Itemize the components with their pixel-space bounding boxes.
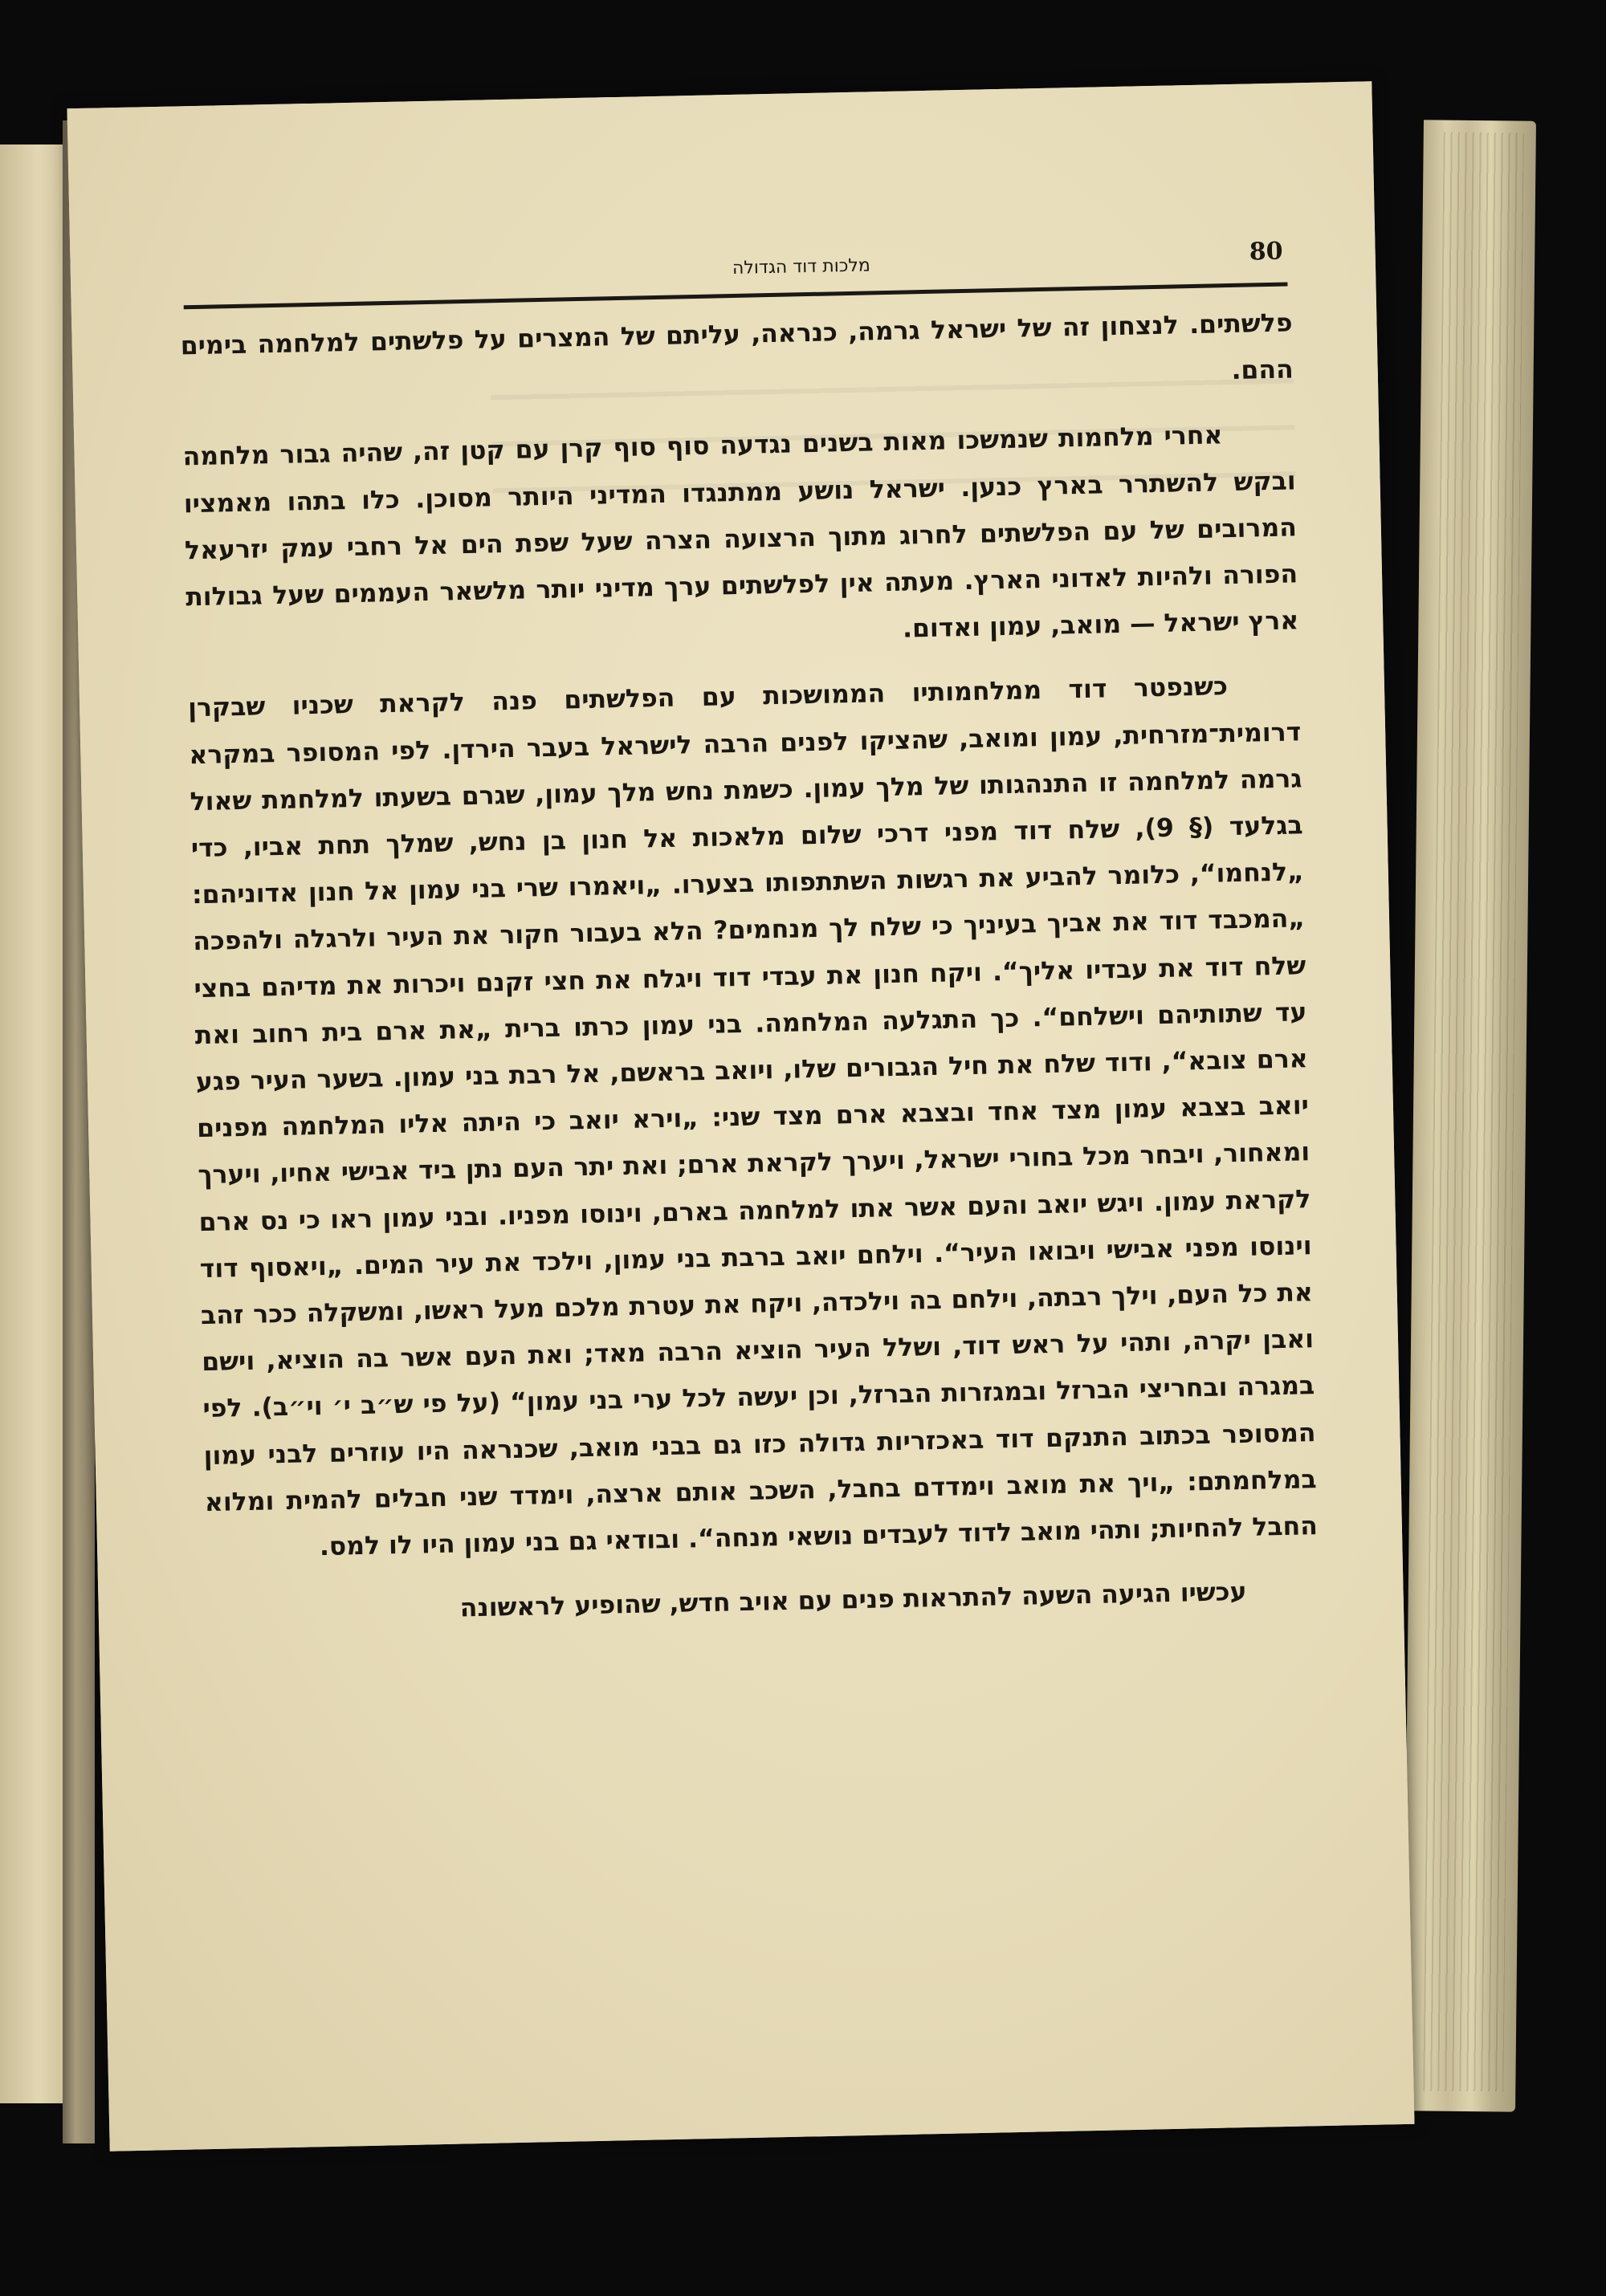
running-head: מלכות דוד הגדולה: [732, 255, 871, 279]
book-page: [67, 81, 1415, 2151]
paragraph: פלשתים. לנצחון זה של ישראל גרמה, כנראה, עליתם של המצרים על פלשתים למלחמה בימים ההם.: [180, 308, 1294, 386]
paragraph: כשנפטר דוד ממלחמותיו הממושכות עם הפלשתים פנה לקראת שכניו שבקרן דרומית־מזרחית, עמון ומואב, שהציקו לפנים הרבה לישראל בעבר הירדן. לפי המסופר במקרא גרמה למלחמה זו התנהגותו של מלך עמון. כשמת נחש מלך עמון, שגרם בשעתו למלחמת שאול בגלעד (§ 9), שלח דוד מפני דרכי שלום מלאכות אל חנון בן נחש, שמלך תחת אביו, כדי „לנחמו“, כלומר להביע את רגשות השתתפותו בצערו. „ויאמרו שרי בני עמון אל חנון אדוניהם: „המכבד דוד את אביך בעיניך כי שלח לך מנחמים? הלא בעבור חקור את העיר ולרגלה ולהפכה שלח דוד את עבדיו אליך“. ויקח חנון את עבדי דוד ויגלח את חצי זקנם ויכרות את מדיהם בחצי עד שתותיהם וישלחם“. כך התגלעה המלחמה. בני עמון כרתו ברית „את ארם בית רחוב ואת ארם צובא“, ודוד שלח את חיל הגבורים שלו, ויואב בראשם, אל רבת בני עמון. בשער העיר פגע יואב בצבא עמון מצד אחד ובצבא ארם מצד שני: „וירא יואב כי היתה אליו המלחמה מפנים ומאחור, ויבחר מכל בחורי ישראל, ויערך לקראת ארם; ואת יתר העם נתן ביד אבישי אחיו, ויערך לקראת עמון. ויגש יואב והעם אשר אתו למלחמה בארם, וינוסו מפניו. ובני עמון ראו כי נס ארם וינוסו מפני אבישי ויבואו העיר“. וילחם יואב ברבת בני עמון, וילכד את עיר המים. „ויאסוף דוד את כל העם, וילך רבתה, וילחם בה וילכדה, ויקח את עטרת מלכם מעל ראשו, ומשקלה ככר זהב ואבן יקרה, ותהי על ראש דוד, ושלל העיר הוציא הרבה מאד; ואת העם אשר בה הוציא, וישם במגרה ובחריצי הברזל ובמגזרות הברזל, וכן יעשה לכל ערי בני עמון“ (על פי ש״ב י׳ וי״ב). לפי המסופר בכתוב התנקם דוד באכזריות גדולה כזו גם בבני מואב, שכנראה היו עוזרים לבני עמון במלחמתם: „ויך את מואב וימדדם בחבל, השכב אותם ארצה, וימדד שני חבלים להמית ומלוא החבל להחיות; ותהי מואב לדוד לעבדים נושאי מנחה“. ובודאי גם בני עמון היו לו למס.: [187, 672, 1319, 1562]
body-text: [180, 299, 1319, 1637]
page-header: [183, 238, 1284, 309]
paragraph: עכשיו הגיעה השעה להתראות פנים עם אויב חדש, שהופיע לראשונה: [459, 1577, 1247, 1623]
left-page-edge: [0, 145, 64, 2103]
paragraph: אחרי מלחמות שנמשכו מאות בשנים נגדעה סוף סוף קרן עם קטן זה, שהיה גבור מלחמה ובקש להשתרר בארץ כנען. ישראל נושע ממתנגדו המדיני היותר מסוכן. כלו בתהו מאמציו המרובים של עם הפלשתים לחרוג מתוך הרצועה הצרה שעל שפת הים אל רחבי עמק יזרעאל הפורה ולהיות לאדוני הארץ. מעתה אין לפלשתים ערך מדיני יותר מלשאר העממים שעל גבולות ארץ ישראל — מואב, עמון ואדום.: [182, 421, 1299, 644]
page-number: 80: [1249, 237, 1283, 267]
